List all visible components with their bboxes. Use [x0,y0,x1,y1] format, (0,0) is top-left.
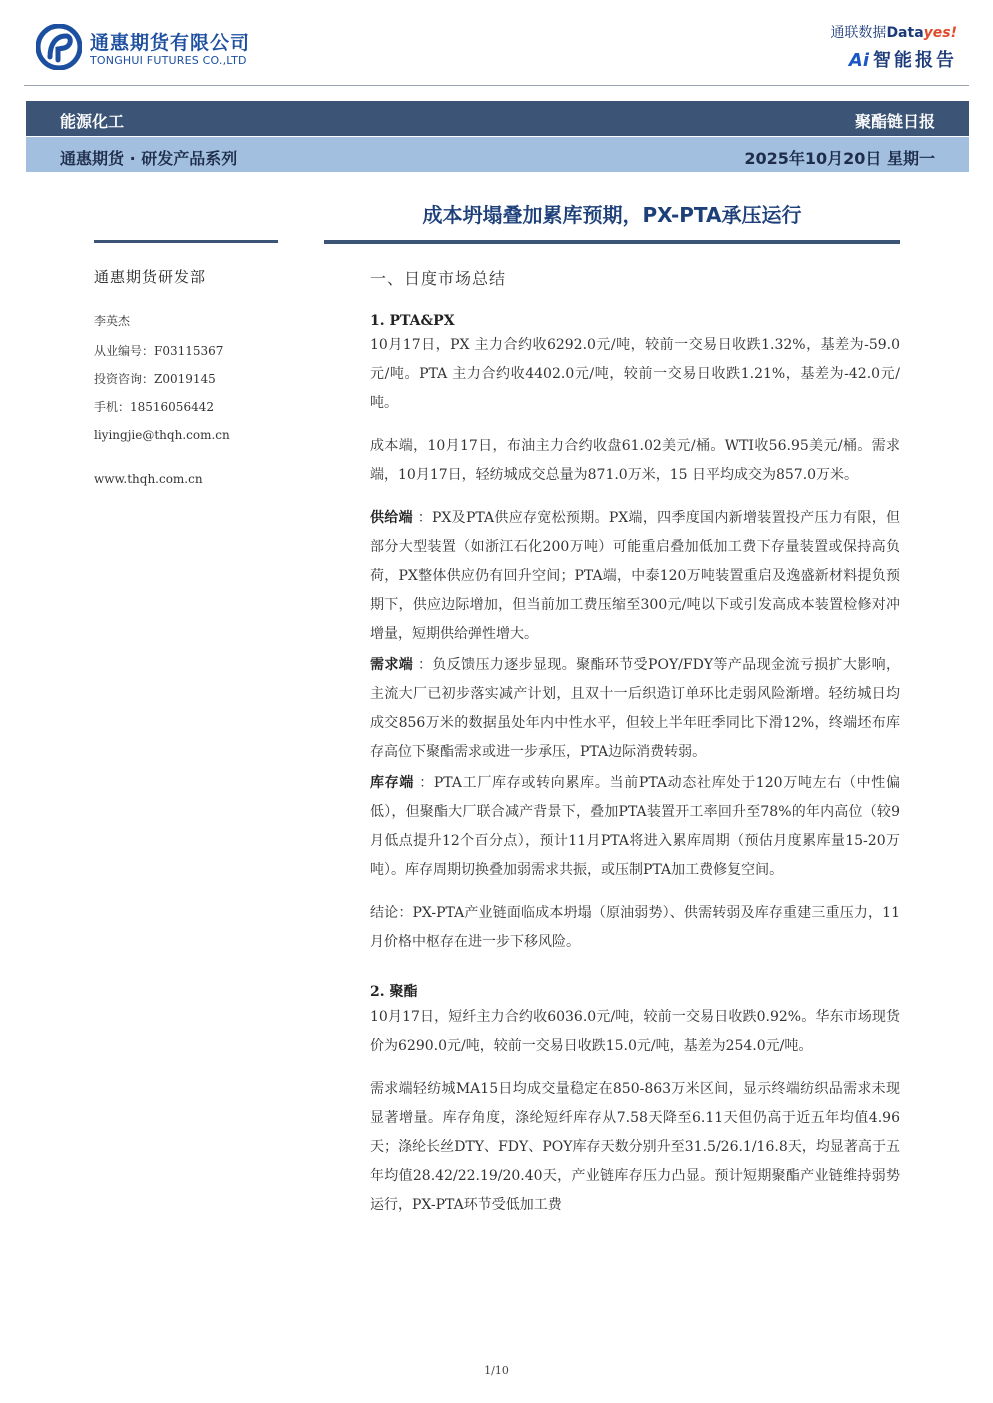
report-title: 成本坍塌叠加累库预期，PX-PTA承压运行 [422,203,802,227]
sidebar-rule [94,240,278,243]
demand-label: 需求端 [370,657,414,673]
website-link[interactable]: www.thqh.com.cn [94,472,203,486]
subsection-heading-polyester: 2. 聚酯 [370,984,418,1000]
phone-number: 手机：18516056442 [94,400,214,414]
title-rule [324,240,900,244]
paragraph-conclusion: 结论：PX-PTA产业链面临成本坍塌（原油弱势）、供需转弱及库存重建三重压力，11月价格中枢存在进一步下移风险。 [370,905,900,950]
email-link[interactable]: liyingjie@thqh.com.cn [94,428,230,442]
series-label: 通惠期货 · 研发产品系列 [60,149,238,168]
paragraph-polyester-price: 10月17日，短纤主力合约收6036.0元/吨，较前一交易日收跌0.92%。华东市场现货价为6290.0元/吨，较前一交易日收跌15.0元/吨，基差为254.0元/吨。 [370,1009,900,1054]
company-name-en: TONGHUI FUTURES CO.,LTD [90,54,247,67]
header-divider [24,85,969,86]
category-label: 能源化工 [60,112,125,131]
category-band [26,101,969,136]
datayes-prefix: 通联数据 [830,25,887,41]
paragraph-price: 10月17日，PX 主力合约收6292.0元/吨，较前一交易日收跌1.32%，基差为-59.0元/吨。PTA 主力合约收4402.0元/吨，较前一交易日收跌1.21%，基差为-42.0元/吨。 [370,337,900,411]
supply-label: 供给端 [370,510,413,526]
inventory-label: 库存端 [370,775,415,791]
author-name: 李英杰 [94,314,131,328]
datayes-brand: Data [886,25,924,41]
datayes-yes: yes! [923,25,957,41]
ai-report-mark [787,46,957,72]
company-name-cn: 通惠期货有限公司 [90,32,251,54]
ai-report-text: 智能报告 [873,50,957,71]
paragraph-supply [370,504,900,649]
section-heading: 一、日度市场总结 [370,269,507,288]
company-logo [36,24,286,74]
paragraph-inventory [370,769,900,885]
datayes-logo [787,22,957,74]
page-number: 1/10 [484,1364,509,1377]
ai-icon: Ai [848,50,869,71]
department-name: 通惠期货研发部 [94,268,207,286]
report-body [370,266,900,1220]
license-number: 从业编号：F03115367 [94,344,224,358]
paragraph-demand [370,651,900,767]
consulting-number: 投资咨询：Z0019145 [94,372,216,386]
supply-text: ：PX及PTA供应存宽松预期。PX端，四季度国内新增装置投产压力有限，但部分大型装置（如浙江石化200万吨）可能重启叠加低加工费下存量装置或保持高负荷，PX整体供应仍有回升空间；PTA端，中泰120万吨装置重启及逸盛新材料提负预期下，供应边际增加，但当前加工费压缩至300元/吨以下或引发高成本装置检修对冲增量，短期供给弹性增大。 [370,510,901,642]
inventory-text: ：PTA工厂库存或转向累库。当前PTA动态社库处于120万吨左右（中性偏低），但聚酯大厂联合减产背景下，叠加PTA装置开工率回升至78%的年内高位（较9月低点提升12个百分点），预计11月PTA将进入累库周期（预估月度累库量15-20万吨）。库存周期切换叠加弱需求共振，或压制PTA加工费修复空间。 [370,775,900,878]
series-band [26,137,969,172]
paragraph-cost-demand: 成本端，10月17日，布油主力合约收盘61.02美元/桶。WTI收56.95美元/桶。需求端，10月17日，轻纺城成交总量为871.0万米，15 日平均成交为857.0万米。 [370,438,900,483]
subsection-heading-pta-px: 1. PTA&PX [370,313,455,329]
company-logo-icon [36,24,82,70]
paragraph-polyester-demand: 需求端轻纺城MA15日均成交量稳定在850-863万米区间，显示终端纺织品需求未现显著增量。库存角度，涤纶短纤库存从7.58天降至6.11天但仍高于近五年均值4.96天；涤纶长丝DTY、FDY、POY库存天数分别升至31.5/26.1/16.8天，均显著高于五年均值28.42/22.19/20.40天，产业链库存压力凸显。预计短期聚酯产业链维持弱势运行，PX-PTA环节受低加工费 [370,1081,900,1213]
report-type-label: 聚酯链日报 [854,112,935,131]
demand-text: ：负反馈压力逐步显现。聚酯环节受POY/FDY等产品现金流亏损扩大影响，主流大厂已初步落实减产计划，且双十一后织造订单环比走弱风险渐增。轻纺城日均成交856万米的数据虽处年内中性水平，但较上半年旺季同比下滑12%，终端坯布库存高位下聚酯需求或进一步承压，PTA边际消费转弱。 [370,657,901,760]
author-sidebar [94,266,294,486]
report-date: 2025年10月20日 星期一 [744,149,935,168]
datayes-wordmark [787,22,957,42]
